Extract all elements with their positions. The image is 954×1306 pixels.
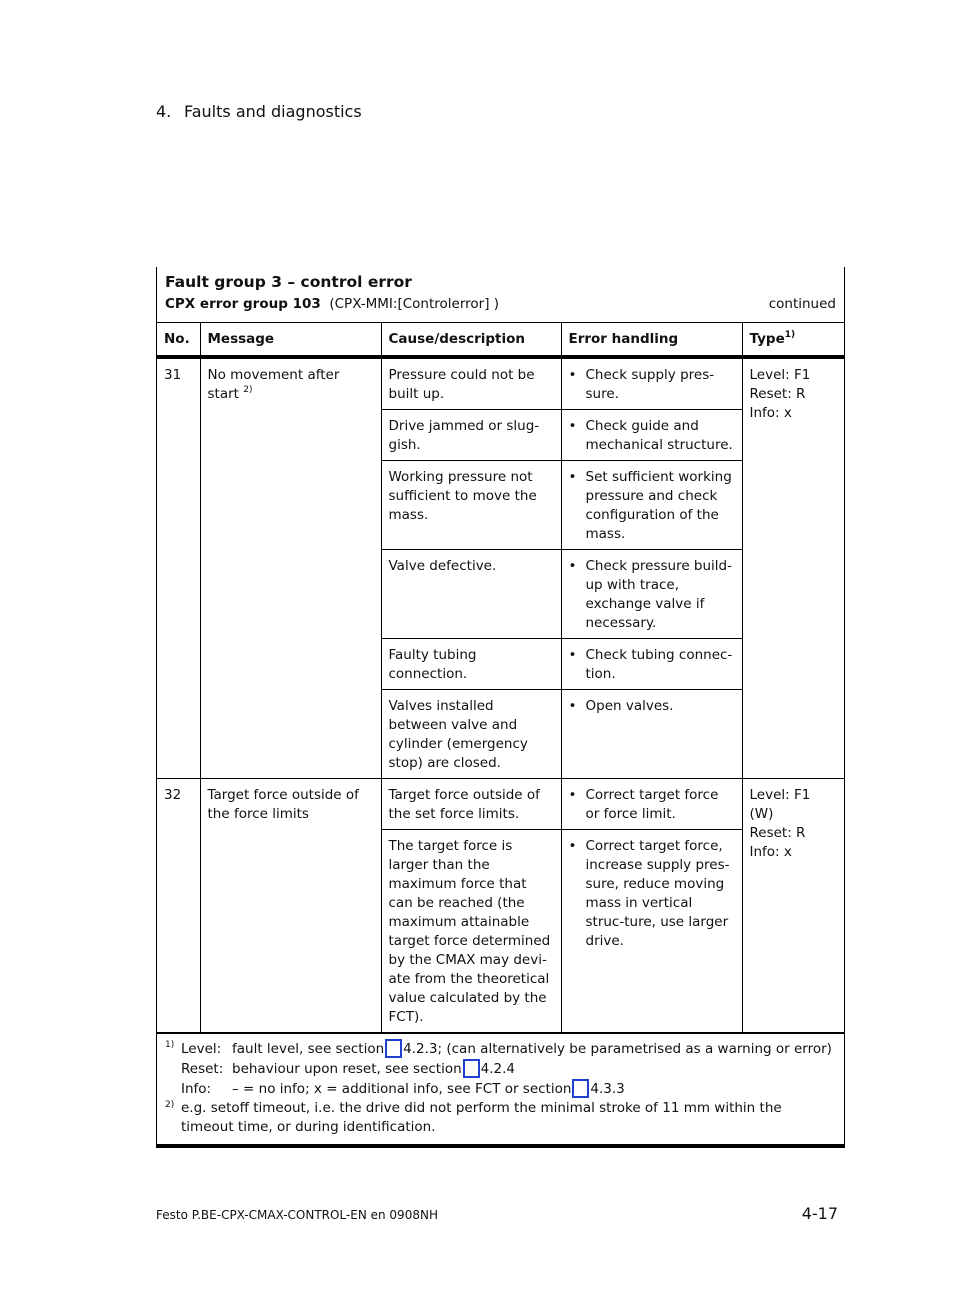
- error-group-number: CPX error group 103: [165, 296, 321, 312]
- col-cause: Cause/description: [381, 323, 561, 357]
- error-handling: • Correct target force or force limit.: [561, 779, 742, 830]
- page-number: 4-17: [801, 1204, 838, 1223]
- chapter-title: Faults and diagnostics: [184, 102, 362, 121]
- fault-number: 32: [157, 779, 200, 1033]
- table-title: Fault group 3 – control error: [165, 273, 412, 291]
- bullet-icon: •: [568, 469, 577, 485]
- cause-description: The target force is larger than the maximum force that can be reached (the maximum attainable target force determined by the CMAX may devi-ate from the theoretical value calculated by the FCT).: [381, 830, 561, 1033]
- bullet-icon: •: [568, 367, 577, 383]
- fault-message: Target force outside of the force limits: [200, 779, 381, 1033]
- chapter-heading: [156, 102, 362, 121]
- footnote-level: Level: fault level, see section 4.2.3; (can alternatively be parametrised as a warning or error): [181, 1041, 832, 1057]
- error-group-reference: (CPX-MMI:[Controlerror] ): [329, 296, 500, 312]
- fault-table-frame: [156, 267, 845, 1148]
- fault-type: Level: F1 (W) Reset: R Info: x: [742, 779, 844, 1033]
- column-header-row: [157, 323, 844, 357]
- cause-description: Faulty tubing connection.: [381, 639, 561, 690]
- chapter-number: 4.: [156, 102, 172, 121]
- bullet-icon: •: [568, 698, 577, 714]
- error-group-line: [165, 296, 499, 312]
- cause-description: Target force outside of the set force limits.: [381, 779, 561, 830]
- error-handling: • Check guide and mechanical structure.: [561, 410, 742, 461]
- bullet-icon: •: [568, 787, 577, 803]
- error-handling: • Check pressure build-up with trace, exchange valve if necessary.: [561, 550, 742, 639]
- fault-message: No movement after start $^{2)}$: [200, 357, 381, 779]
- col-type: Type$^{1)}$: [742, 323, 844, 357]
- col-handling: Error handling: [561, 323, 742, 357]
- section-link-icon[interactable]: [463, 1059, 480, 1078]
- continued-label: continued: [768, 296, 836, 312]
- error-handling: • Check tubing connec-tion.: [561, 639, 742, 690]
- error-handling: • Set sufficient working pressure and check configuration of the mass.: [561, 461, 742, 550]
- bullet-icon: •: [568, 838, 577, 854]
- section-link-icon[interactable]: [572, 1079, 589, 1098]
- footnote-2: 2) e.g. setoff timeout, i.e. the drive did not perform the minimal stroke of 11 mm within the timeout time, or during identification.: [165, 1100, 782, 1135]
- cause-description: Working pressure not sufficient to move the mass.: [381, 461, 561, 550]
- footnote-info: Info: – = no info; x = additional info, see FCT or section 4.3.3: [181, 1081, 625, 1097]
- table-row: [157, 357, 844, 410]
- table-header-block: [157, 267, 844, 323]
- bullet-icon: •: [568, 647, 577, 663]
- bullet-icon: •: [568, 418, 577, 434]
- error-handling: • Check supply pres-sure.: [561, 357, 742, 410]
- fault-number: 31: [157, 357, 200, 779]
- bullet-icon: •: [568, 558, 577, 574]
- section-link-icon[interactable]: [385, 1039, 402, 1058]
- cause-description: Valve defective.: [381, 550, 561, 639]
- cause-description: Valves installed between valve and cylinder (emergency stop) are closed.: [381, 690, 561, 779]
- fault-type: Level: F1 Reset: R Info: x: [742, 357, 844, 779]
- footer-document-id: Festo P.BE-CPX-CMAX-CONTROL-EN en 0908NH: [156, 1208, 438, 1222]
- footnotes: [157, 1033, 844, 1144]
- col-no: No.: [157, 323, 200, 357]
- footnote-1: 1) Level: fault level, see section 4.2.3; (can alternatively be parametrised as a warning or error) Reset: behaviour upon reset, see section 4.2.4 Info: – = no info; x = additional info, see FCT or section 4.3.3: [165, 1039, 836, 1099]
- col-message: Message: [200, 323, 381, 357]
- cause-description: Pressure could not be built up.: [381, 357, 561, 410]
- error-handling: • Open valves.: [561, 690, 742, 779]
- footnote-reset: Reset: behaviour upon reset, see section 4.2.4: [181, 1061, 516, 1077]
- table-row: [157, 779, 844, 830]
- fault-table-body: [157, 357, 844, 1033]
- error-handling: • Correct target force, increase supply pres-sure, reduce moving mass in vertical struc-ture, use larger drive.: [561, 830, 742, 1033]
- fault-table: [157, 323, 844, 1033]
- cause-description: Drive jammed or slug-gish.: [381, 410, 561, 461]
